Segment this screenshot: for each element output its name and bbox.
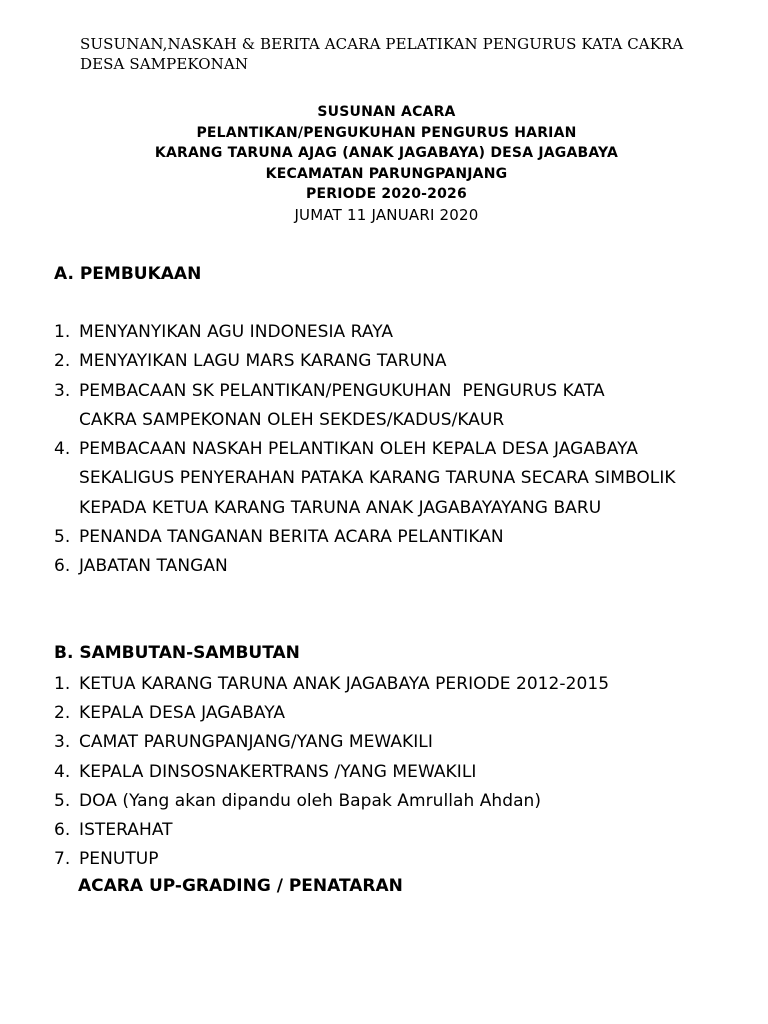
list-item [54,347,754,376]
list-item [54,523,754,552]
list-item [54,318,754,347]
item-text: KEPALA DESA JAGABAYA [79,703,286,724]
list-item [54,552,754,581]
item-number: 1. [54,322,71,342]
section-a-heading: A. PEMBUKAAN [54,264,202,284]
section-b-list [54,670,754,874]
list-item [54,728,754,757]
header-line-agenda: SUSUNAN ACARA [317,104,456,120]
list-item [54,670,754,699]
list-item [54,435,754,523]
item-number: 4. [54,761,71,782]
item-number: 1. [54,674,71,694]
header-line-event: PELANTIKAN/PENGUKUHAN PENGURUS HARIAN [196,124,577,141]
item-text: MENYANYIKAN AGU INDONESIA RAYA [79,322,394,342]
item-number: 5. [54,527,71,548]
list-item [54,699,754,728]
list-item [54,377,754,436]
item-text: PENANDA TANGANAN BERITA ACARA PELANTIKAN [79,527,504,548]
document-title: SUSUNAN,NASKAH & BERITA ACARA PELATIKAN PENGURUS KATA CAKRA DESA SAMPEKONAN [80,35,684,73]
section-b-heading: B. SAMBUTAN-SAMBUTAN [54,643,300,663]
list-item [54,845,754,874]
item-number: 2. [54,703,71,724]
item-text: CAMAT PARUNGPANJANG/YANG MEWAKILI [79,732,433,753]
agenda-header [0,102,768,225]
item-text: MENYAYIKAN LAGU MARS KARANG TARUNA [79,351,447,372]
list-item [54,758,754,787]
item-number: 3. [54,732,71,753]
item-number: 5. [54,790,71,811]
section-a-list [54,318,754,582]
item-text: ISTERAHAT [79,820,173,841]
item-text: PENUTUP [79,849,159,870]
item-number: 4. [54,439,71,460]
item-text: KEPALA DINSOSNAKERTRANS /YANG MEWAKILI [79,761,477,782]
item-number: 6. [54,820,71,841]
item-number: 3. [54,380,71,401]
list-item [54,787,754,816]
header-line-district: KECAMATAN PARUNGPANJANG [265,165,508,182]
item-text: PEMBACAAN NASKAH PELANTIKAN OLEH KEPALA DESA JAGABAYA SEKALIGUS PENYERAHAN PATAKA KARANG TARUNA SECARA SIMBOLIK KEPADA KETUA KARANG TARUNA ANAK JAGABAYAYANG BARU [79,439,682,518]
item-text: DOA (Yang akan dipandu oleh Bapak Amrullah Ahdan) [79,790,542,811]
list-item [54,816,754,845]
section-c-heading: ACARA UP-GRADING / PENATARAN [78,876,403,896]
item-number: 6. [54,556,71,577]
item-text: JABATAN TANGAN [79,556,228,577]
item-number: 2. [54,351,71,372]
header-line-period: PERIODE 2020-2026 [306,186,467,202]
header-date: JUMAT 11 JANUARI 2020 [294,205,479,224]
item-text: PEMBACAAN SK PELANTIKAN/PENGUKUHAN PENGURUS KATA CAKRA SAMPEKONAN OLEH SEKDES/KADUS/KAUR [79,380,611,430]
item-text: KETUA KARANG TARUNA ANAK JAGABAYA PERIODE 2012-2015 [79,674,610,694]
header-line-organization: KARANG TARUNA AJAG (ANAK JAGABAYA) DESA JAGABAYA [154,145,619,161]
item-number: 7. [54,849,71,870]
